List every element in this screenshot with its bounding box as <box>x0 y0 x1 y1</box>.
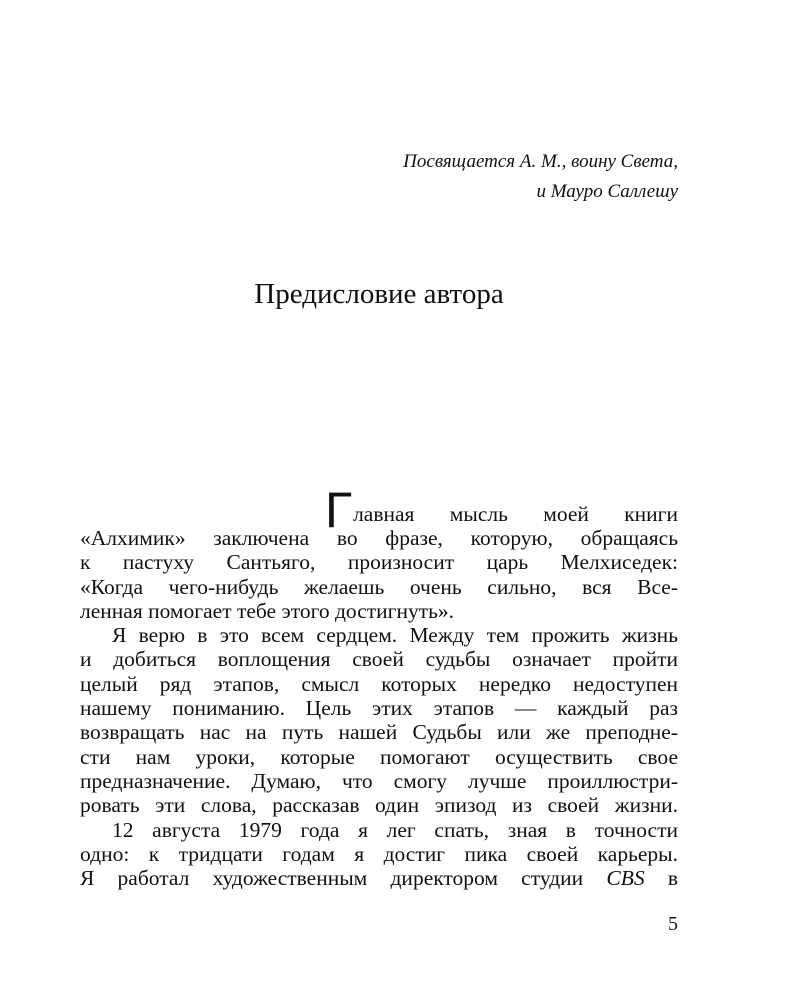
text-line <box>80 866 678 890</box>
drop-cap: Г <box>325 482 353 538</box>
text-line: ленная помогает тебе этого достигнуть». <box>80 598 455 623</box>
text-line: предназначение. Думаю, что смогу лучше проиллюстри- <box>80 768 678 793</box>
text-line: возвращать нас на путь нашей Судьбы или же преподне- <box>80 720 678 745</box>
dedication-line: Посвящается А. М., воину Света, <box>403 151 678 172</box>
studio-name: CBS <box>606 866 645 891</box>
chapter-title: Предисловие автора <box>254 278 504 310</box>
text-line: целый ряд этапов, смысл которых нередко недоступен <box>80 671 678 696</box>
dedication-line: и Мауро Саллешу <box>536 181 678 202</box>
body-text <box>80 482 678 891</box>
text-line: лавная мысль моей книги <box>353 501 678 526</box>
text-line: «Алхимик» заключена во фразе, которую, обращаясь <box>80 526 678 550</box>
text-line: Я верю в это всем сердцем. Между тем прожить жизнь <box>112 623 678 648</box>
text-line: ровать эти слова, рассказав один эпизод из своей жизни. <box>80 793 678 818</box>
text-segment: Я работал художественным директором студии <box>80 866 584 891</box>
text-line: к пастуху Сантьяго, произносит царь Мелхиседек: <box>80 550 678 575</box>
text-line: сти нам уроки, которые помогают осуществить свое <box>80 744 678 769</box>
text-line: нашему пониманию. Цель этих этапов — каждый раз <box>80 696 678 721</box>
text-line: и добиться воплощения своей судьбы означает пройти <box>80 647 678 672</box>
dedication <box>403 147 678 207</box>
text-line: 12 августа 1979 года я лег спать, зная в точности <box>112 817 678 842</box>
page-number: 5 <box>668 913 678 935</box>
text-segment: в <box>667 866 678 891</box>
text-line: одно: к тридцати годам я достиг пика своей карьеры. <box>80 841 678 866</box>
text-line: «Когда чего-нибудь желаешь очень сильно, вся Все- <box>80 574 678 599</box>
